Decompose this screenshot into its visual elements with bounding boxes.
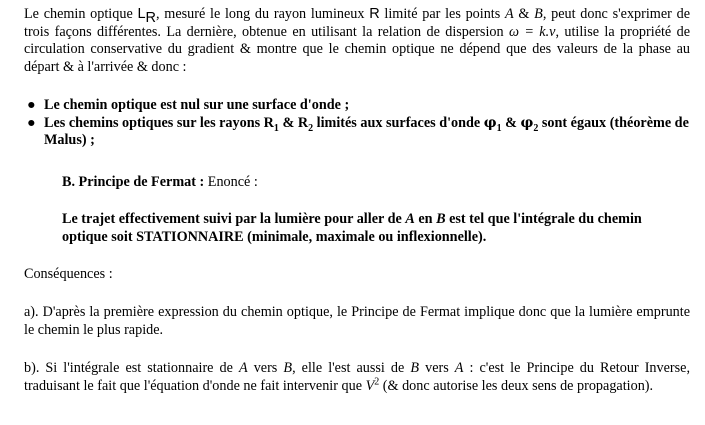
- ray-subscript: 1: [273, 122, 279, 134]
- bullet-text: Le chemin optique est nul sur une surface d'onde ;: [44, 97, 350, 113]
- consequence-text: b). Si l'intégrale est stationnaire de: [24, 360, 239, 376]
- bullet-text: sont égaux (théorème de Malus) ;: [44, 114, 689, 148]
- point-a: A: [405, 211, 415, 227]
- consequences-title: Conséquences :: [24, 266, 113, 282]
- consequence-text: vers: [247, 360, 284, 376]
- consequence-text: (& donc autorise les deux sens de propagation).: [379, 377, 654, 394]
- point-a: A: [238, 360, 248, 376]
- optical-path-symbol: L: [137, 6, 146, 22]
- optical-path-subscript: R: [145, 9, 157, 26]
- point-b: B: [283, 360, 293, 376]
- ray-symbol: R: [369, 6, 380, 22]
- bullet-text: & R: [278, 114, 309, 131]
- consequence-text: , elle l'est aussi de: [292, 360, 411, 376]
- velocity-symbol: V: [365, 377, 375, 394]
- consequences-label: [24, 266, 690, 284]
- statement-text: Le trajet effectivement suivi par la lumière pour aller de: [62, 211, 406, 227]
- point-a: A: [505, 6, 514, 22]
- intro-text: , peut donc s'exprimer de trois façons différentes. La dernière, obtenue en utilisant la relation de dispersion: [24, 6, 690, 40]
- bullet-text: limités aux surfaces d'onde: [313, 114, 484, 131]
- dispersion-relation: ω = k.v: [508, 23, 556, 40]
- statement-text: en: [414, 211, 437, 227]
- point-b: B: [410, 360, 420, 376]
- section-heading: [62, 174, 672, 192]
- consequence-text: a). D'après la première expression du chemin optique, le Principe de Fermat implique donc que la lumière emprunte le chemin le plus rapide.: [24, 304, 690, 338]
- bullet-dot-icon: ●: [27, 97, 36, 113]
- phi-symbol: φ: [520, 114, 534, 131]
- consequence-text: : c'est le Principe du Retour Inverse, traduisant le fait que l'équation d'onde ne fait intervenir que: [24, 360, 690, 394]
- bullet-item: [24, 97, 690, 115]
- phi-symbol: φ: [483, 114, 497, 131]
- bullet-dot-icon: ●: [27, 114, 36, 131]
- consequence-a: [24, 304, 690, 339]
- phi-subscript: 1: [496, 122, 502, 134]
- intro-text: limité par les points: [379, 6, 505, 22]
- consequence-text: vers: [419, 360, 455, 376]
- bullet-text: Les chemins optiques sur les rayons R: [44, 114, 274, 131]
- section-title: B. Principe de Fermat :: [62, 174, 205, 190]
- bullet-item: [24, 115, 690, 150]
- point-b: B: [436, 211, 446, 227]
- point-a: A: [454, 360, 464, 376]
- velocity-exponent: 2: [374, 375, 380, 387]
- intro-text: , utilise la propriété de circulation conservative du gradient & montre que le chemin optique ne dépend que des valeurs de la phase au départ & à l'arrivée & donc :: [24, 23, 690, 75]
- bullet-text: &: [501, 114, 521, 131]
- phi-subscript: 2: [533, 122, 539, 134]
- consequence-b: [24, 360, 690, 395]
- intro-text: , mesuré le long du rayon lumineux: [156, 6, 370, 22]
- fermat-statement: [62, 211, 647, 246]
- section-subtitle: Enoncé :: [204, 174, 258, 190]
- bullet-list: [24, 97, 690, 150]
- ray-subscript: 2: [308, 122, 314, 134]
- statement-text: est tel que l'intégrale du chemin optique soit STATIONNAIRE (minimale, maximale ou inflexionnelle).: [62, 211, 642, 245]
- point-b: B: [534, 6, 543, 22]
- intro-text: Le chemin optique: [24, 6, 138, 22]
- intro-paragraph: [24, 6, 690, 76]
- intro-text: &: [513, 6, 535, 22]
